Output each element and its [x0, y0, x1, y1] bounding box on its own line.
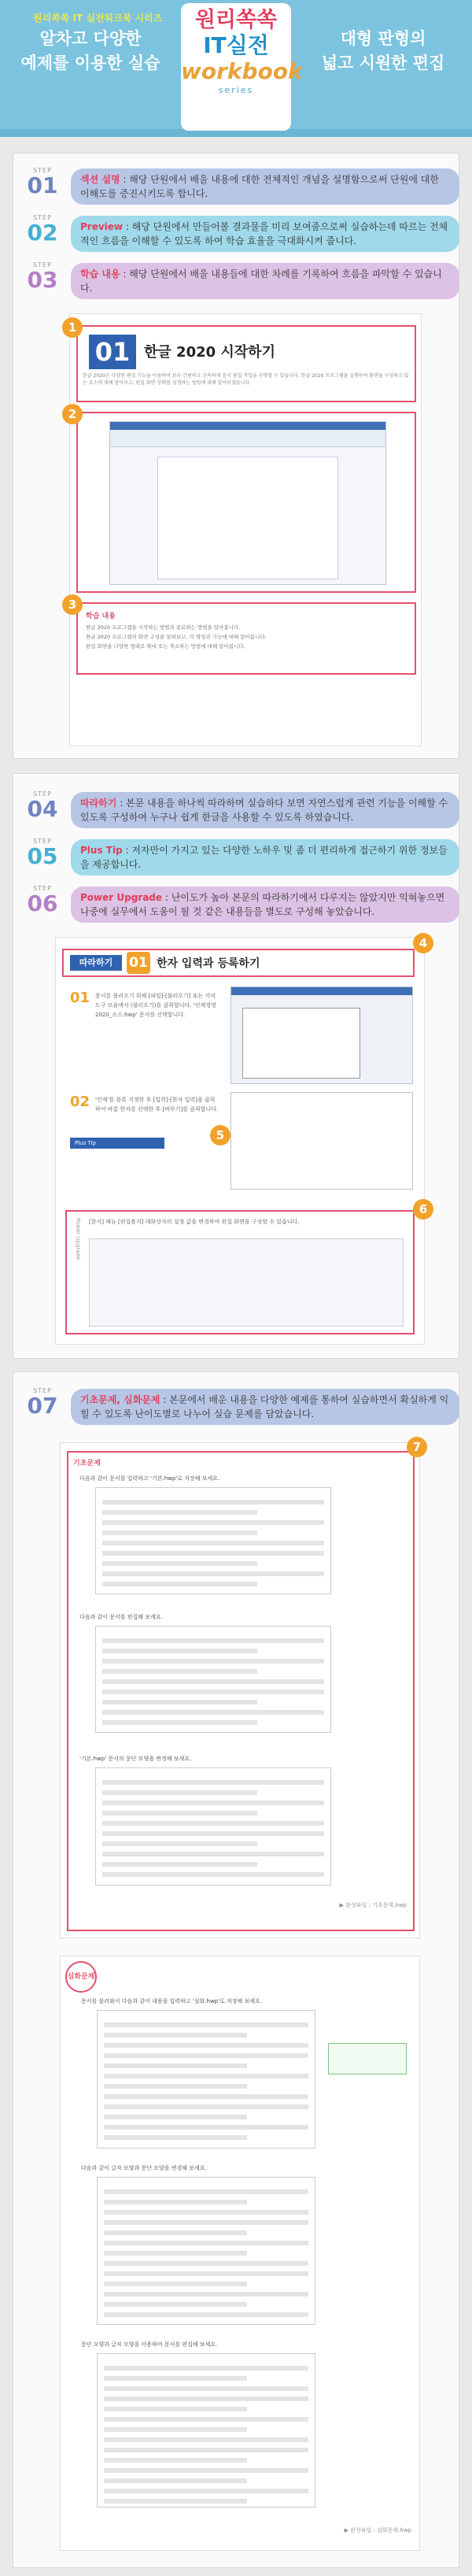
- plus-tip-label: Plus Tip: [70, 1138, 164, 1149]
- marker-2: 2: [62, 404, 83, 424]
- preview-toolbar: [110, 430, 385, 447]
- step-03: STEP 03 학습 내용 : 해당 단원에서 배울 내용들에 대한 차례를 기록하여 흐름을 파악할 수 있습니다.: [22, 261, 459, 298]
- header-left-title: 알차고 다양한 예제를 이용한 실습: [20, 29, 160, 72]
- follow-title: 한자 입력과 등록하기: [157, 957, 260, 970]
- power-upgrade-label: Power Upgrade: [75, 1218, 81, 1260]
- follow-label: 따라하기: [70, 955, 122, 971]
- advanced-example-3: [97, 2353, 315, 2508]
- basic-label: 기초문제: [73, 1460, 101, 1468]
- step-04-description: 따라하기 : 본문 내용을 하나씩 따라하며 실습하다 보면 자연스럽게 관련 기능을 이해할 수 있도록 구성하여 누구나 쉽게 한글을 사용할 수 있도록 하였습니다.: [71, 792, 459, 828]
- marker-4: 4: [413, 933, 433, 953]
- basic-question-2: 다음과 같이 문서를 편집해 보세요.: [79, 1614, 163, 1620]
- advanced-hint-box: [328, 2043, 407, 2074]
- advanced-question-3: 문단 모양과 글자 모양을 이용하여 문서를 편집해 보세요.: [81, 2341, 218, 2348]
- follow-screenshot-2: [230, 1092, 413, 1190]
- marker-5: 5: [210, 1125, 230, 1146]
- basic-example-1: [95, 1487, 331, 1594]
- power-upgrade-screenshot: [89, 1238, 404, 1327]
- follow-step-2-num: 02: [70, 1094, 90, 1110]
- basic-exercise-page: [60, 1442, 420, 1938]
- chapter-title: 한글 2020 시작하기: [144, 344, 275, 361]
- marker-3: 3: [62, 594, 83, 615]
- learn-list: 한글 2020 프로그램을 시작하는 방법과 종료하는 방법을 알아봅니다. 한글 2020 프로그램의 화면 구성을 살펴보고, 각 명칭과 기능에 대해 알아봅니다. 편집 화면을 다양한 형태로 확대 또는 축소하는 방법에 대해 알아봅니다.: [86, 624, 267, 650]
- step-02-description: Preview : 해당 단원에서 만들어볼 결과물을 미리 보여줌으로써 실습하는데 따르는 전체적인 흐름을 이해할 수 있도록 하여 학습 효율을 극대화시켜 줍니다.: [71, 216, 459, 252]
- step-04: STEP 04 따라하기 : 본문 내용을 하나씩 따라하며 실습하다 보면 자연스럽게 관련 기능을 이해할 수 있도록 구성하여 누구나 쉽게 한글을 사용할 수 있도록 하였습니다.: [22, 790, 459, 827]
- sample-page-2: [55, 936, 428, 1345]
- chapter-intro-text: 한글 2020은 다양한 편집 기능을 이용하여 보다 간편하고 신속하게 문서 편집 작업을 수행할 수 있습니다. 한글 2020 프로그램을 실행하여 화면을 구성하고 있는 요소에 대해 알아보고, 편집 화면 상태를 설정하는 방법에 대해 알아보겠습니다.: [83, 373, 409, 386]
- section-intro-frame: [76, 325, 416, 402]
- preview-titlebar: [110, 422, 385, 430]
- header-right-title: 대형 판형의 넓고 시원한 편집: [321, 29, 445, 72]
- basic-question-1: 다음과 같이 문서를 입력하고 '기본.hwp'로 저장해 보세요.: [79, 1475, 220, 1482]
- follow-step-2-text: '인재'를 블록 지정한 후 [입력]-[한자 입력]을 클릭하여 바꿀 한자를 선택한 후 [바꾸기]를 클릭합니다.: [95, 1097, 219, 1112]
- sample-page-1: [69, 313, 422, 746]
- open-dialog: [242, 1008, 360, 1079]
- basic-example-2: [95, 1626, 331, 1733]
- follow-step-1-text: 문서를 불러오기 위해 [파일]-[불러오기] 또는 서식 도구 모음에서 (불러오기)를 클릭합니다. '인재경영2020_소스.hwp' 문서를 선택합니다.: [95, 993, 216, 1018]
- step-07-description: 기초문제, 심화문제 : 본문에서 배운 내용을 다양한 예제를 통하여 실습하면서 확실하게 익힐 수 있도록 난이도별로 나누어 실습 문제를 담았습니다.: [71, 1389, 459, 1425]
- learning-content-frame: [76, 602, 416, 675]
- advanced-example-1: [97, 2010, 315, 2149]
- basic-exercise-frame: [67, 1451, 415, 1931]
- advanced-source-file: ▶ 완성파일 : 심화문제.hwp: [344, 2527, 411, 2533]
- follow-number: 01: [127, 952, 150, 974]
- advanced-question-1: 문서를 불러와서 다음과 같이 내용을 입력하고 '심화.hwp'로 저장해 보세요.: [81, 1998, 263, 2004]
- follow-screenshot-1: [230, 986, 413, 1084]
- series-logo: 원리쏙쏙 IT실전 workbook series: [181, 3, 291, 131]
- preview-frame: [76, 412, 416, 593]
- step-03-description: 학습 내용 : 해당 단원에서 배울 내용들에 대한 차례를 기록하여 흐름을 파악할 수 있습니다.: [71, 263, 459, 299]
- advanced-question-2: 다음과 같이 글자 모양과 문단 모양을 변경해 보세요.: [81, 2165, 207, 2171]
- power-upgrade-frame: [65, 1210, 415, 1334]
- follow-heading-frame: [62, 949, 415, 977]
- step-06: STEP 06 Power Upgrade : 난이도가 높아 본문의 따라하기에서 다루지는 않았지만 익혀놓으면 나중에 실무에서 도움이 될 것 같은 내용들을 별도로 구성해 놓았습니다.: [22, 885, 459, 921]
- step-05: STEP 05 Plus Tip : 저자만이 가지고 있는 다양한 노하우 및 좀 더 편리하게 접근하기 위한 정보들을 제공합니다.: [22, 838, 459, 874]
- advanced-exercise-page: [60, 1956, 420, 2551]
- marker-1: 1: [62, 317, 83, 338]
- step-06-description: Power Upgrade : 난이도가 높아 본문의 따라하기에서 다루지는 않았지만 익혀놓으면 나중에 실무에서 도움이 될 것 같은 내용들을 별도로 구성해 놓았습니다.: [71, 886, 459, 923]
- follow-step-1-num: 01: [70, 990, 90, 1006]
- advanced-example-2: [97, 2177, 315, 2325]
- marker-6: 6: [413, 1199, 433, 1220]
- basic-source-file: ▶ 완성파일 : 기초문제.hwp: [339, 1902, 407, 1908]
- preview-screenshot: [109, 421, 386, 585]
- basic-question-3: '기본.hwp' 문서의 문단 모양을 변경해 보세요.: [79, 1756, 192, 1762]
- marker-7: 7: [407, 1437, 427, 1457]
- learn-label: 학습 내용: [86, 613, 116, 620]
- basic-example-3: [95, 1767, 331, 1886]
- step-02: STEP 02 Preview : 해당 단원에서 만들어볼 결과물을 미리 보여줌으로써 실습하는데 따르는 전체적인 흐름을 이해할 수 있도록 하여 학습 효율을 극대화시켜 줍니다.: [22, 214, 459, 250]
- advanced-label: 심화문제: [65, 1961, 97, 1993]
- chapter-number: 01: [89, 335, 136, 369]
- step-01: STEP 01 섹션 설명 : 해당 단원에서 배울 내용에 대한 전체적인 개념을 설명함으로써 단원에 대한 이해도를 증진시키도록 합니다.: [22, 167, 459, 203]
- preview-document-page: [157, 457, 338, 579]
- series-tag: 원리쏙쏙 IT 실전워크북 시리즈: [33, 13, 163, 24]
- step-01-description: 섹션 설명 : 해당 단원에서 배울 내용에 대한 전체적인 개념을 설명함으로써 단원에 대한 이해도를 증진시키도록 합니다.: [71, 168, 459, 205]
- power-upgrade-text: [문서] 메뉴 [편집용지] 대화상자의 설정 값을 변경하여 편집 화면을 구성할 수 있습니다.: [89, 1219, 300, 1225]
- step-07: STEP 07 기초문제, 심화문제 : 본문에서 배운 내용을 다양한 예제를 통하여 실습하면서 확실하게 익힐 수 있도록 난이도별로 나누어 실습 문제를 담았습니다.: [22, 1387, 459, 1423]
- step-05-description: Plus Tip : 저자만이 가지고 있는 다양한 노하우 및 좀 더 편리하게 접근하기 위한 정보들을 제공합니다.: [71, 839, 459, 875]
